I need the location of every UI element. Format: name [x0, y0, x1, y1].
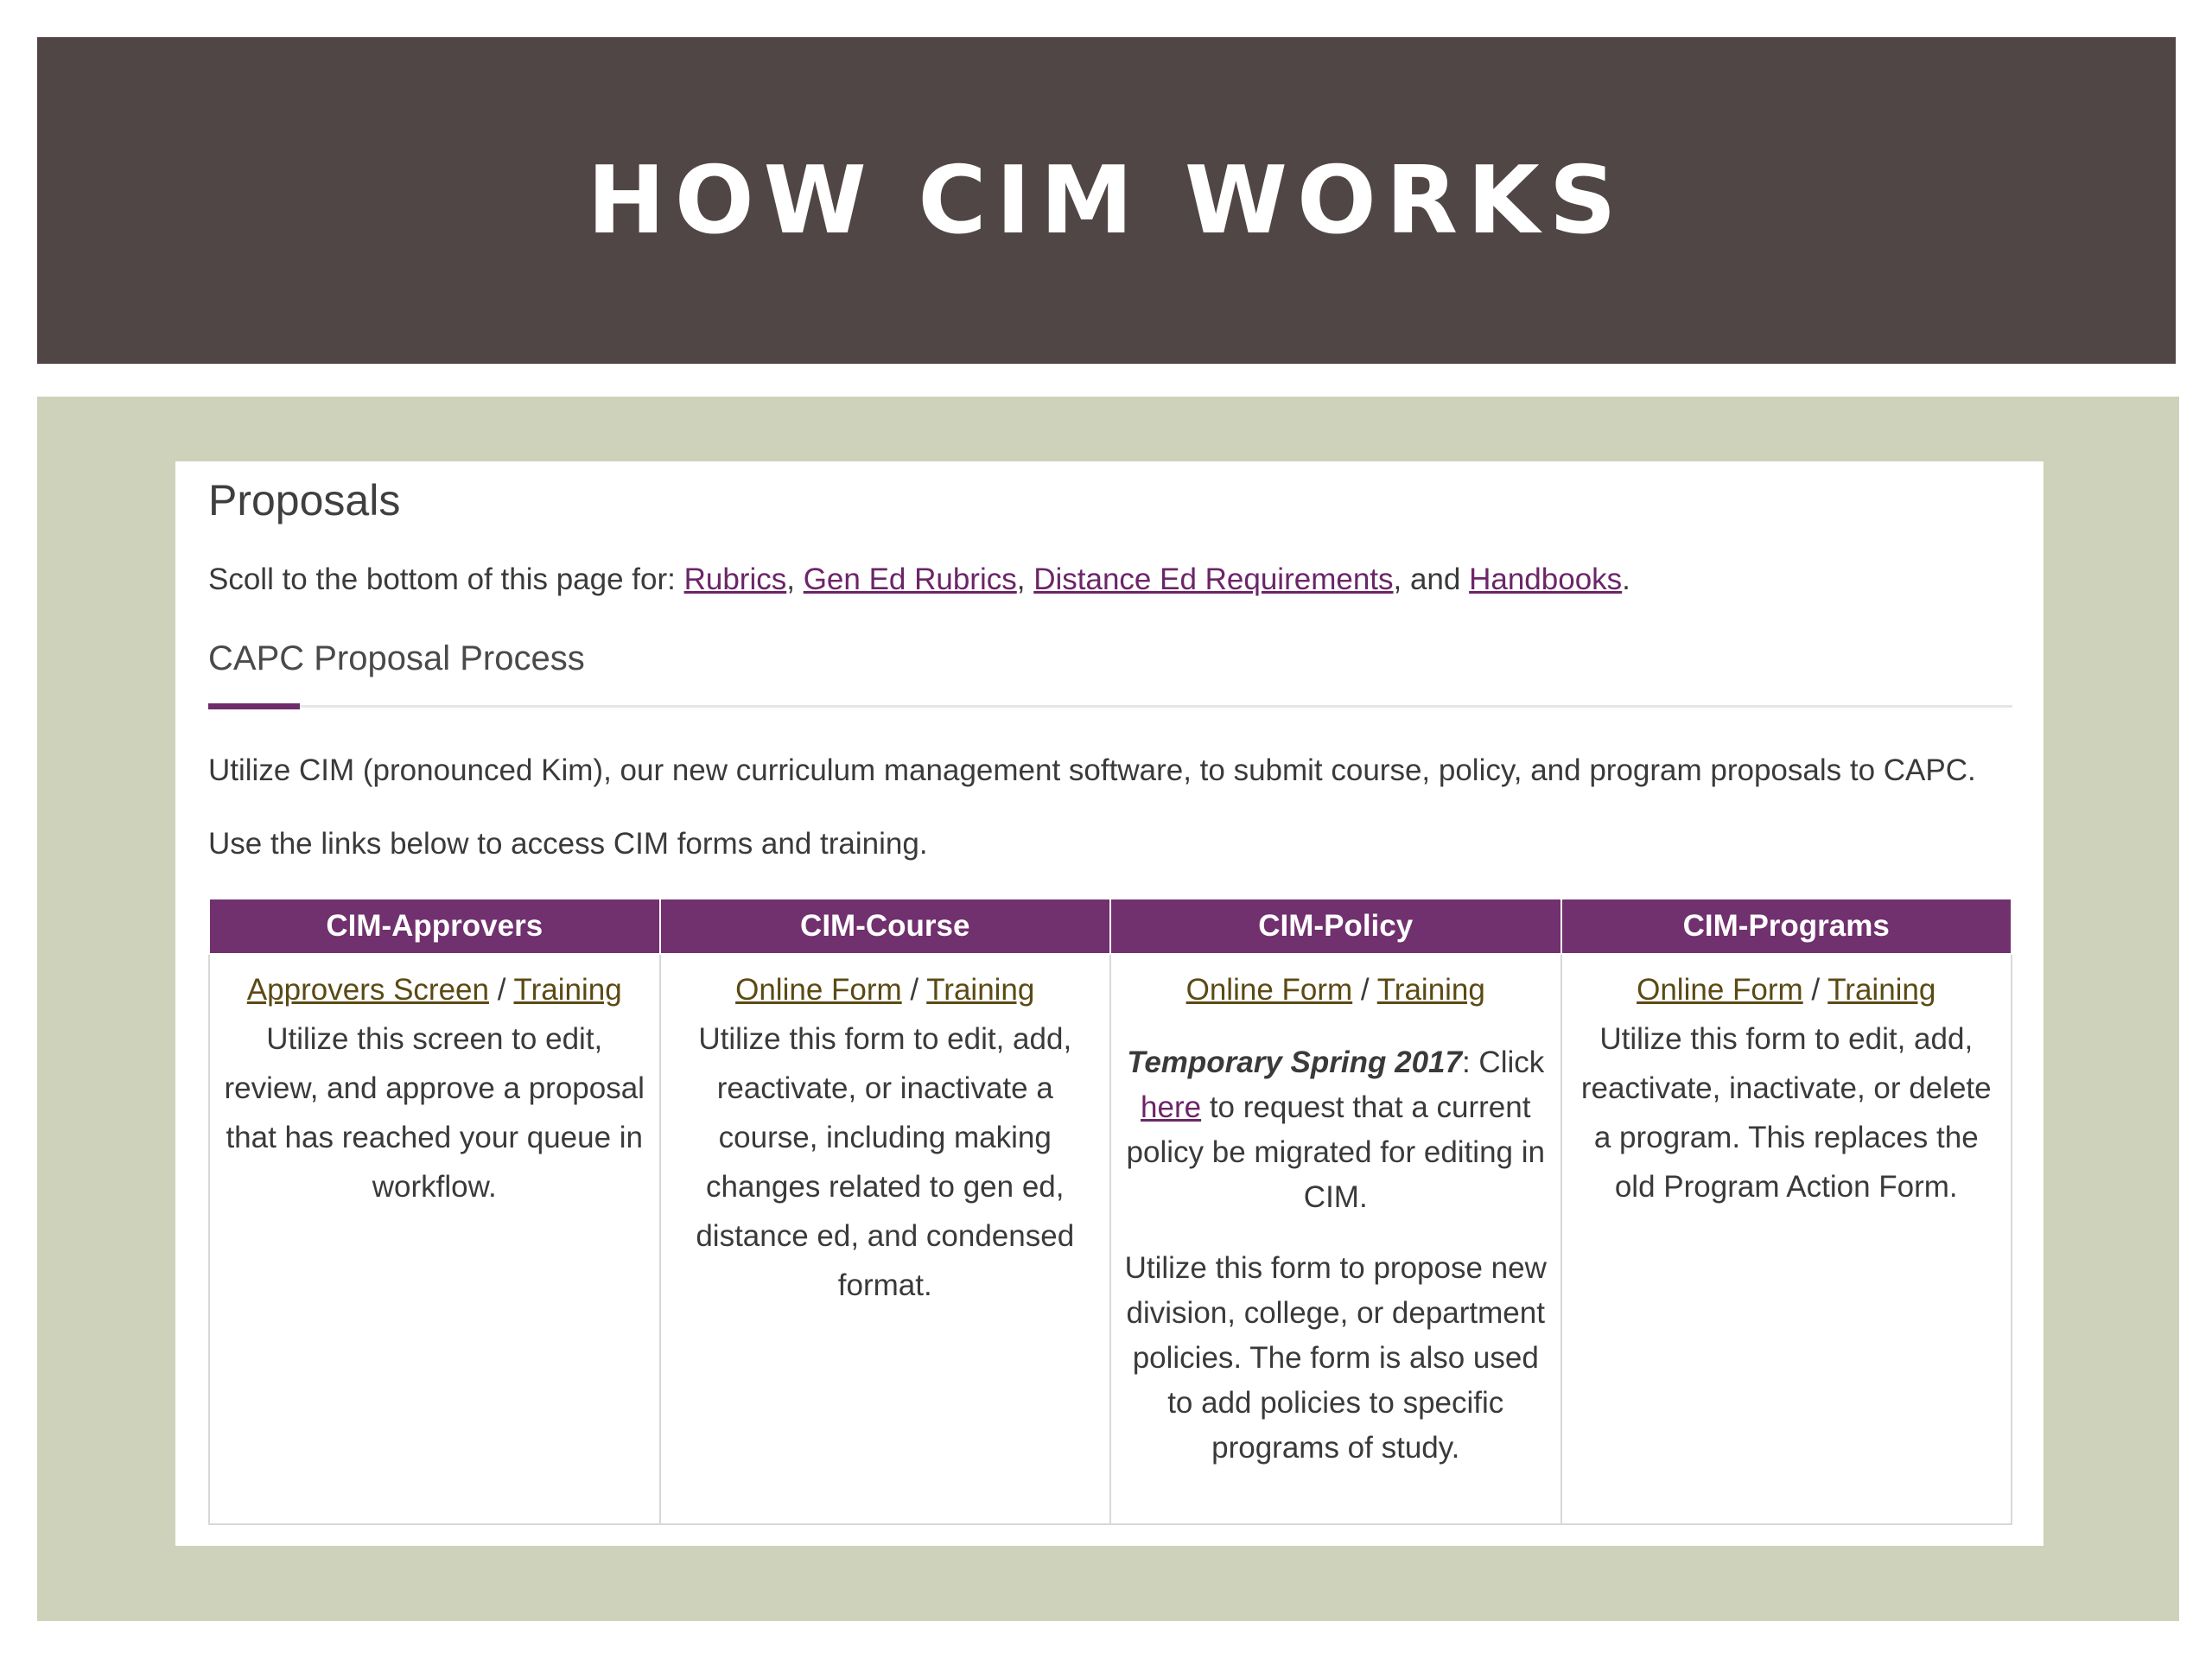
intro-sep-2: ,	[1016, 563, 1034, 596]
spacer	[1123, 1014, 1548, 1040]
course-cell	[660, 954, 1111, 1524]
instructions-paragraph: Use the links below to access CIM forms and training.	[208, 827, 928, 861]
programs-online-form-link[interactable]: Online Form	[1637, 973, 1803, 1007]
cim-links-table	[208, 898, 2012, 1525]
policy-here-link[interactable]: here	[1141, 1090, 1202, 1124]
course-description: Utilize this form to edit, add, reactivate, or inactivate a course, including making changes related to gen ed, distance ed, and condensed format.	[696, 1022, 1075, 1302]
intro-sep-1: ,	[786, 563, 804, 596]
table-header-row	[209, 899, 2012, 954]
section-divider	[208, 705, 2012, 708]
intro-prefix: Scoll to the bottom of this page for:	[208, 563, 684, 596]
temporary-rest: to request that a current policy be migrated for editing in CIM.	[1126, 1090, 1545, 1214]
programs-cell	[1561, 954, 2012, 1524]
approvers-training-link[interactable]: Training	[513, 973, 622, 1007]
approvers-cell	[209, 954, 660, 1524]
table-row	[209, 954, 2012, 1524]
intro-suffix: .	[1622, 563, 1630, 596]
policy-description: Utilize this form to propose new division, college, or department policies. The form is also used to add policies to specific programs of study.	[1124, 1251, 1547, 1465]
distance-ed-requirements-link[interactable]: Distance Ed Requirements	[1033, 563, 1394, 596]
slide-title: HOW CIM WORKS	[587, 146, 1626, 255]
column-header-approvers: CIM-Approvers	[209, 899, 660, 954]
handbooks-link[interactable]: Handbooks	[1469, 563, 1623, 596]
page-heading: Proposals	[208, 476, 401, 524]
link-separator: /	[1352, 973, 1377, 1007]
intro-line	[208, 563, 1630, 597]
policy-online-form-link[interactable]: Online Form	[1185, 973, 1353, 1007]
policy-training-link[interactable]: Training	[1376, 973, 1485, 1007]
programs-description: Utilize this form to edit, add, reactivate, inactivate, or delete a program. This replaces the old Program Action Form.	[1580, 1022, 1992, 1204]
gen-ed-rubrics-link[interactable]: Gen Ed Rubrics	[803, 563, 1017, 596]
spacer	[1123, 1220, 1548, 1246]
section-subheading: CAPC Proposal Process	[208, 639, 585, 677]
temporary-colon: : Click	[1461, 1046, 1545, 1079]
approvers-screen-link[interactable]: Approvers Screen	[246, 973, 489, 1007]
link-separator: /	[1802, 973, 1828, 1007]
slide-title-bar	[37, 37, 2176, 364]
column-header-course: CIM-Course	[660, 899, 1111, 954]
link-separator: /	[901, 973, 927, 1007]
approvers-description: Utilize this screen to edit, review, and approve a proposal that has reached your queue in workflow.	[224, 1022, 645, 1204]
link-separator: /	[488, 973, 514, 1007]
intro-sep-3: , and	[1393, 563, 1470, 596]
course-training-link[interactable]: Training	[926, 973, 1035, 1007]
programs-training-link[interactable]: Training	[1827, 973, 1936, 1007]
rubrics-link[interactable]: Rubrics	[683, 563, 787, 596]
intro-paragraph: Utilize CIM (pronounced Kim), our new curriculum management software, to submit course, policy, and program proposals to CAPC.	[208, 753, 1976, 787]
temporary-label: Temporary Spring 2017	[1127, 1046, 1462, 1079]
policy-cell	[1110, 954, 1561, 1524]
section-divider-accent	[208, 703, 300, 709]
course-online-form-link[interactable]: Online Form	[735, 973, 902, 1007]
column-header-policy: CIM-Policy	[1110, 899, 1561, 954]
column-header-programs: CIM-Programs	[1561, 899, 2012, 954]
webpage-screenshot	[175, 461, 2044, 1546]
policy-temporary-note	[1123, 1040, 1548, 1220]
